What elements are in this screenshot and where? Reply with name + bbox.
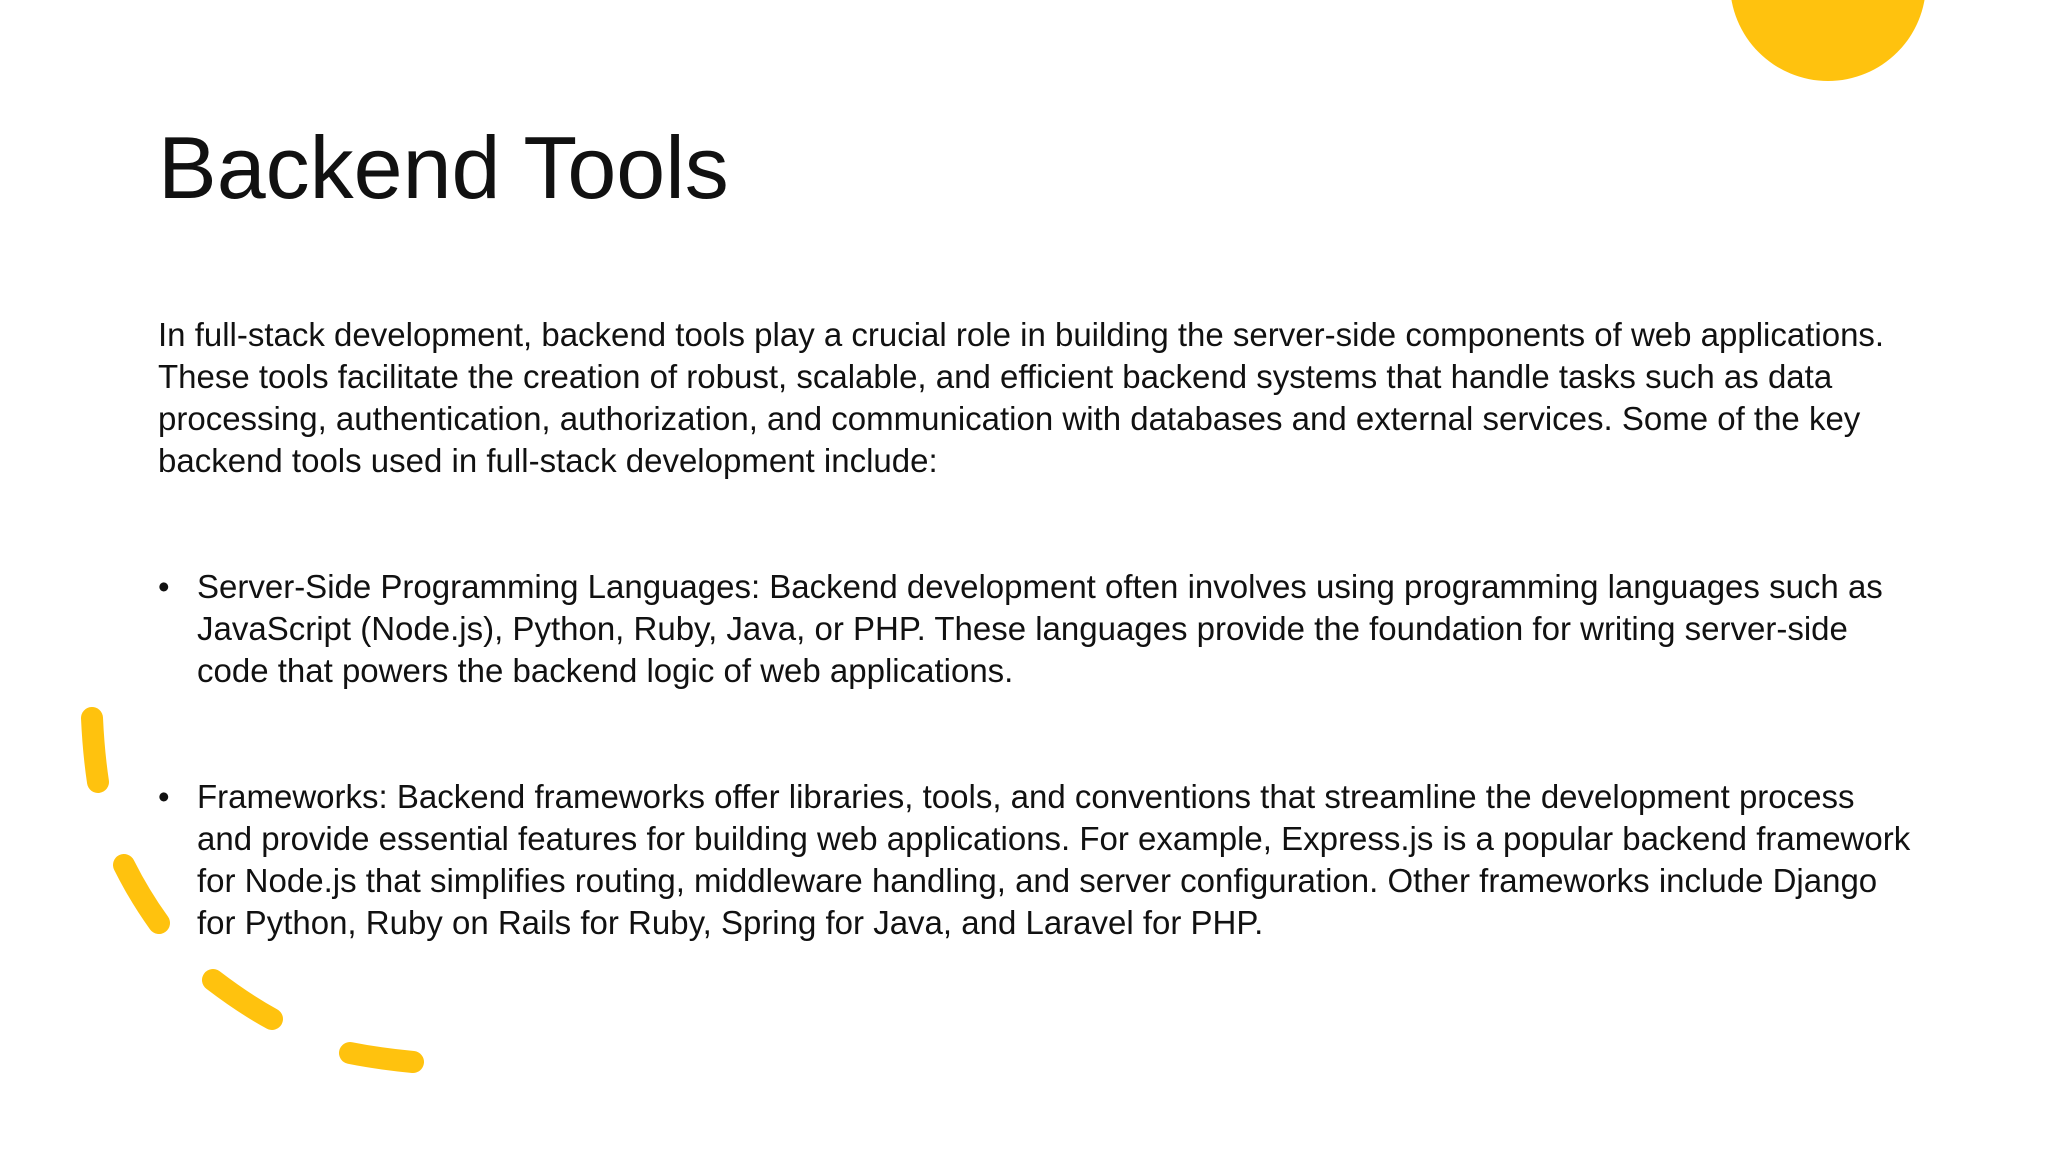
bullet-list [158,566,1918,944]
bullet-item-server-side-languages [158,566,1918,692]
arc-dash-1 [92,718,98,782]
intro-paragraph: In full-stack development, backend tools play a crucial role in building the server-side components of web applications. These tools facilitate the creation of robust, scalable, and efficient backend systems that handle tasks such as data processing, authentication, authorization, and communication with databases and external services. Some of the key backend tools used in full-stack development include: [158,316,1885,479]
slide-title: Backend Tools [158,118,729,217]
arc-dash-3 [213,980,272,1019]
bullet-text: Server-Side Programming Languages: Backend development often involves using programming languages such as JavaScript (Node.js), Python, Ruby, Java, or PHP. These languages provide the foundation for writing server-side code that powers the backend logic of web applications. [197,568,1883,689]
arc-dash-2 [124,865,159,923]
arc-dash-4 [350,1053,413,1062]
yellow-circle-shape [1730,0,1926,81]
bullet-dot-icon: • [158,778,170,815]
bullet-text: Frameworks: Backend frameworks offer libraries, tools, and conventions that streamline the development process and provide essential features for building web applications. For example, Express.js is a popular backend framework for Node.js that simplifies routing, middleware handling, and server configuration. Other frameworks include Django for Python, Ruby on Rails for Ruby, Spring for Java, and Laravel for PHP. [197,778,1911,941]
bullet-dot-icon: • [158,568,170,605]
slide-body [158,314,1918,944]
bullet-item-frameworks [158,776,1918,944]
